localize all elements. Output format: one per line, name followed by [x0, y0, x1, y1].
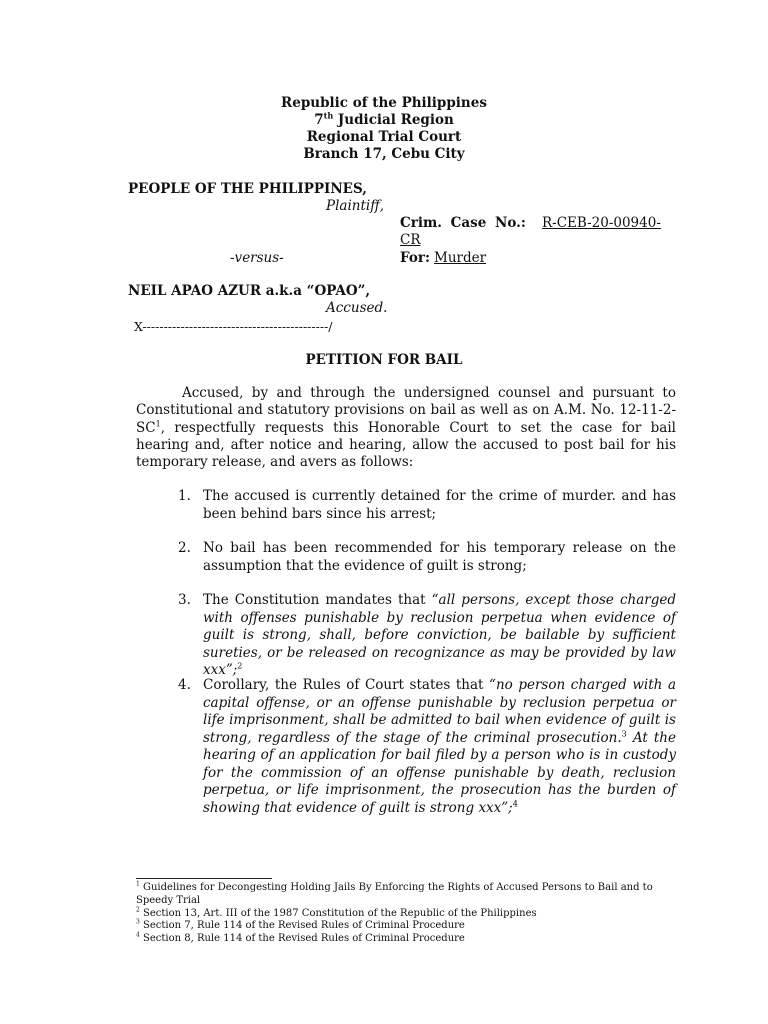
footnote-3: $^3$ Section 7, Rule 114 of the Revised Rules of Criminal Procedure — [136, 918, 465, 931]
caption-separator: X--------------------------------------------/ — [134, 319, 333, 334]
item-number: 4. — [178, 677, 191, 693]
item-text: The Constitution mandates that “all persons, except those charged with offenses punishable by reclusion perpetua when evidence of guilt is strong, shall, before conviction, be bailable by sufficient sureties, or be released on recognizance as may be provided by law xxx”;$^2$ — [203, 592, 676, 678]
for-value: Murder — [434, 250, 487, 266]
case-number-line2: CR — [400, 232, 421, 248]
item-text: The accused is currently detained for the crime of murder. and has been behind bars since his arrest; — [203, 488, 676, 522]
list-item — [178, 677, 676, 817]
item-text: No bail has been recommended for his temporary release on the assumption that the evidence of guilt is strong; — [203, 540, 676, 574]
accused-role: Accused. — [326, 300, 388, 316]
case-number-line1: R-CEB-20-00940- — [542, 215, 661, 231]
for-label: For: — [400, 250, 430, 266]
footnote-2: $^2$ Section 13, Art. III of the 1987 Constitution of the Republic of the Philippines — [136, 906, 537, 919]
footnote-1: $^1$ Guidelines for Decongesting Holding Jails By Enforcing the Rights of Accused Persons to Bail and to Speedy Trial — [136, 880, 653, 906]
plaintiff-role: Plaintiff, — [326, 198, 385, 214]
item-text: Corollary, the Rules of Court states that “no person charged with a capital offense, or an offense punishable by reclusion perpetua or life imprisonment, shall be admitted to bail when evidence of guilt is strong, regardless of the stage of the criminal prosecution.$^3$ At the hearing of an application for bail filed by a person who is in custody for the commission of an offense punishable by death, reclusion perpetua, or life imprisonment, the prosecution has the burden of showing that evidence of guilt is strong xxx”;$^4$ — [203, 677, 676, 816]
item-number: 3. — [178, 592, 191, 608]
list-item — [178, 540, 676, 575]
plaintiff-name: PEOPLE OF THE PHILIPPINES, — [128, 181, 367, 197]
case-number-label: Crim. Case No.: — [400, 215, 526, 231]
court-header-rtc: Regional Trial Court — [306, 129, 462, 145]
court-header-republic: Republic of the Philippines — [281, 95, 487, 111]
item-number: 1. — [178, 488, 191, 504]
court-header-branch: Branch 17, Cebu City — [303, 146, 465, 162]
petition-title: PETITION FOR BAIL — [305, 352, 463, 368]
court-header-region: 7th Judicial Region — [314, 110, 454, 128]
list-item — [178, 488, 676, 523]
item-number: 2. — [178, 540, 191, 556]
footnote-rule — [136, 878, 272, 879]
intro-paragraph: Accused, by and through the undersigned counsel and pursuant to Constitutional and statutory provisions on bail as well as on A.M. No. $12-11-2-SC^1$, respectfully requests this Honorable Court to set the case for bail hearing and, after notice and hearing, allow the accused to post bail for his temporary release, and avers as follows: — [136, 385, 676, 471]
accused-name: NEIL APAO AZUR a.k.a “OPAO”, — [128, 283, 371, 299]
list-item — [178, 592, 676, 680]
versus-label: -versus- — [230, 250, 284, 266]
footnote-4: $^4$ Section 8, Rule 114 of the Revised Rules of Criminal Procedure — [136, 931, 465, 944]
